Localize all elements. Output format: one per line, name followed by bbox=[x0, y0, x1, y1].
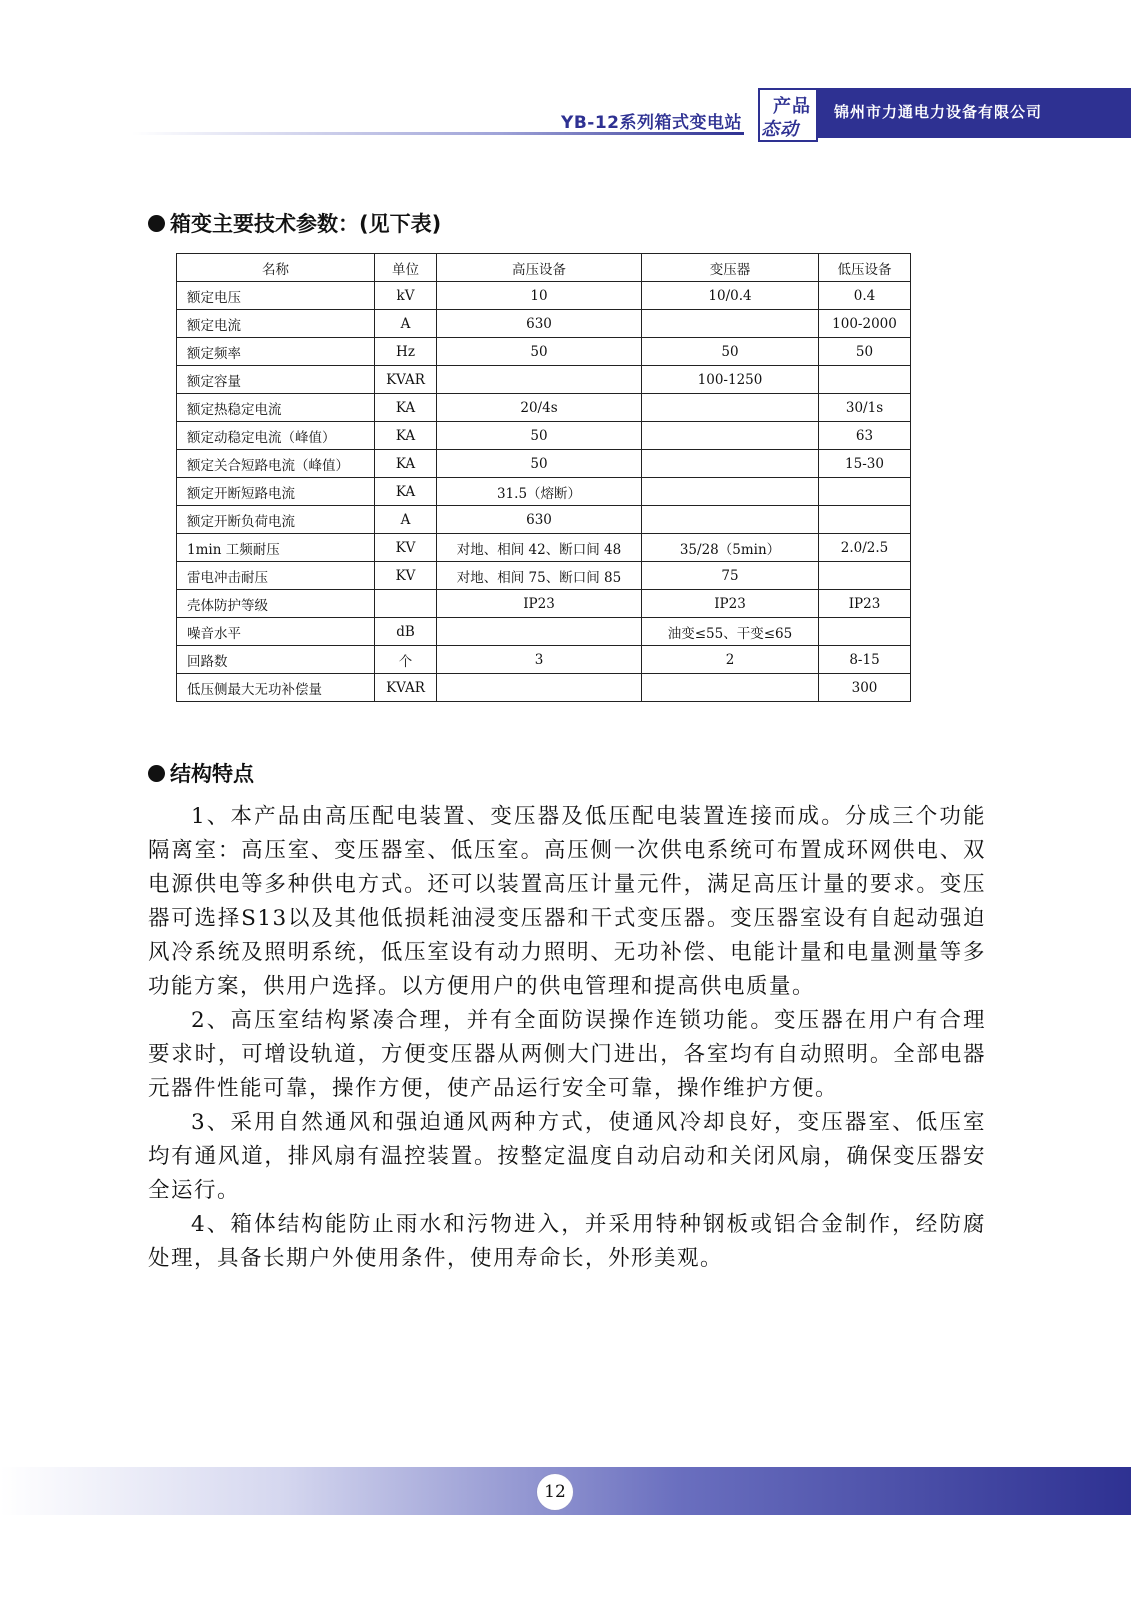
table-cell: 8-15 bbox=[819, 646, 911, 674]
table-cell: 油变≤55、干变≤65 bbox=[642, 618, 819, 646]
table-cell bbox=[642, 310, 819, 338]
table-cell: 35/28（5min） bbox=[642, 534, 819, 562]
table-cell bbox=[819, 366, 911, 394]
parameter-name-cell: 壳体防护等级 bbox=[177, 590, 375, 618]
section-title-text: 箱变主要技术参数：(见下表) bbox=[170, 212, 442, 236]
table-cell bbox=[437, 366, 642, 394]
table-row bbox=[177, 534, 911, 562]
badge-bottom-text: 态动 bbox=[761, 119, 799, 140]
section-title-parameters bbox=[148, 208, 441, 238]
parameter-name-cell: 额定开断负荷电流 bbox=[177, 506, 375, 534]
table-cell: IP23 bbox=[437, 590, 642, 618]
table-cell: 15-30 bbox=[819, 450, 911, 478]
table-header-cell: 低压设备 bbox=[819, 254, 911, 282]
table-header-cell: 高压设备 bbox=[437, 254, 642, 282]
table-row bbox=[177, 478, 911, 506]
table-cell: A bbox=[375, 506, 437, 534]
table-cell: 50 bbox=[437, 450, 642, 478]
table-cell: KA bbox=[375, 478, 437, 506]
table-cell: 630 bbox=[437, 310, 642, 338]
table-cell: 对地、相间 42、断口间 48 bbox=[437, 534, 642, 562]
table-row bbox=[177, 590, 911, 618]
bullet-dot-icon bbox=[148, 215, 165, 232]
badge-top-text: 产品 bbox=[773, 96, 811, 117]
table-cell: 10/0.4 bbox=[642, 282, 819, 310]
parameter-name-cell: 噪音水平 bbox=[177, 618, 375, 646]
table-header-row bbox=[177, 254, 911, 282]
table-row bbox=[177, 646, 911, 674]
structure-features-body bbox=[148, 800, 986, 1276]
table-cell bbox=[819, 618, 911, 646]
table-cell: KV bbox=[375, 534, 437, 562]
table-row bbox=[177, 422, 911, 450]
table-header-cell: 名称 bbox=[177, 254, 375, 282]
table-cell bbox=[642, 394, 819, 422]
table-cell: IP23 bbox=[819, 590, 911, 618]
table-row bbox=[177, 562, 911, 590]
table-row bbox=[177, 310, 911, 338]
table-cell: 100-2000 bbox=[819, 310, 911, 338]
table-cell bbox=[375, 590, 437, 618]
table-row bbox=[177, 366, 911, 394]
table-cell: 3 bbox=[437, 646, 642, 674]
table-cell: 30/1s bbox=[819, 394, 911, 422]
table-cell: KV bbox=[375, 562, 437, 590]
table-row bbox=[177, 394, 911, 422]
parameter-name-cell: 回路数 bbox=[177, 646, 375, 674]
paragraph: 4、箱体结构能防止雨水和污物进入，并采用特种钢板或铝合金制作，经防腐处理，具备长期户外使用条件，使用寿命长，外形美观。 bbox=[148, 1212, 986, 1271]
table-header-cell: 变压器 bbox=[642, 254, 819, 282]
table-row bbox=[177, 618, 911, 646]
parameter-name-cell: 额定热稳定电流 bbox=[177, 394, 375, 422]
paragraph: 3、采用自然通风和强迫通风两种方式，使通风冷却良好，变压器室、低压室均有通风道，排风扇有温控装置。按整定温度自动启动和关闭风扇，确保变压器安全运行。 bbox=[148, 1110, 986, 1203]
table-cell: 630 bbox=[437, 506, 642, 534]
series-title: YB-12系列箱式变电站 bbox=[561, 113, 742, 133]
table-cell: 300 bbox=[819, 674, 911, 702]
table-cell: KA bbox=[375, 422, 437, 450]
table-cell bbox=[819, 478, 911, 506]
table-row bbox=[177, 450, 911, 478]
table-cell: 20/4s bbox=[437, 394, 642, 422]
parameter-name-cell: 额定频率 bbox=[177, 338, 375, 366]
table-header-cell: 单位 bbox=[375, 254, 437, 282]
table-cell bbox=[819, 562, 911, 590]
table-cell: 50 bbox=[819, 338, 911, 366]
table-row bbox=[177, 282, 911, 310]
product-badge bbox=[758, 88, 818, 142]
table-row bbox=[177, 338, 911, 366]
table-cell: IP23 bbox=[642, 590, 819, 618]
table-cell: 2 bbox=[642, 646, 819, 674]
table-row bbox=[177, 506, 911, 534]
table-cell: 50 bbox=[437, 338, 642, 366]
table-cell bbox=[642, 674, 819, 702]
section-title-text: 结构特点 bbox=[170, 762, 254, 786]
table-cell bbox=[642, 506, 819, 534]
table-cell: A bbox=[375, 310, 437, 338]
paragraph: 2、高压室结构紧凑合理，并有全面防误操作连锁功能。变压器在用户有合理要求时，可增设轨道，方便变压器从两侧大门进出，各室均有自动照明。全部电器元器件性能可靠，操作方便，使产品运行安全可靠，操作维护方便。 bbox=[148, 1008, 986, 1101]
parameter-name-cell: 1min 工频耐压 bbox=[177, 534, 375, 562]
table-cell: 对地、相间 75、断口间 85 bbox=[437, 562, 642, 590]
table-cell: 63 bbox=[819, 422, 911, 450]
parameter-name-cell: 额定关合短路电流（峰值） bbox=[177, 450, 375, 478]
table-cell: 10 bbox=[437, 282, 642, 310]
table-cell bbox=[642, 450, 819, 478]
table-cell: kV bbox=[375, 282, 437, 310]
table-cell bbox=[642, 422, 819, 450]
bullet-dot-icon bbox=[148, 765, 165, 782]
table-cell: Hz bbox=[375, 338, 437, 366]
table-cell: KVAR bbox=[375, 366, 437, 394]
parameter-name-cell: 额定电流 bbox=[177, 310, 375, 338]
parameter-name-cell: 额定电压 bbox=[177, 282, 375, 310]
table-cell bbox=[437, 618, 642, 646]
table-cell: 个 bbox=[375, 646, 437, 674]
table-cell: KVAR bbox=[375, 674, 437, 702]
company-name: 锦州市力通电力设备有限公司 bbox=[834, 103, 1043, 121]
parameter-name-cell: 低压侧最大无功补偿量 bbox=[177, 674, 375, 702]
table-cell: 50 bbox=[642, 338, 819, 366]
parameter-name-cell: 雷电冲击耐压 bbox=[177, 562, 375, 590]
section-title-structure bbox=[148, 758, 254, 788]
table-cell: 75 bbox=[642, 562, 819, 590]
table-cell: dB bbox=[375, 618, 437, 646]
table-cell: KA bbox=[375, 394, 437, 422]
table-body bbox=[177, 282, 911, 702]
table-cell: KA bbox=[375, 450, 437, 478]
table-cell: 0.4 bbox=[819, 282, 911, 310]
page-number: 12 bbox=[536, 1473, 574, 1511]
parameters-table bbox=[176, 253, 911, 702]
table-cell bbox=[437, 674, 642, 702]
table-row bbox=[177, 674, 911, 702]
table-cell bbox=[642, 478, 819, 506]
parameter-name-cell: 额定动稳定电流（峰值） bbox=[177, 422, 375, 450]
table-cell: 31.5（熔断） bbox=[437, 478, 642, 506]
paragraph: 1、本产品由高压配电装置、变压器及低压配电装置连接而成。分成三个功能隔离室：高压室、变压器室、低压室。高压侧一次供电系统可布置成环网供电、双电源供电等多种供电方式。还可以装置高压计量元件，满足高压计量的要求。变压器可选择S13以及其他低损耗油浸变压器和干式变压器。变压器室设有自起动强迫风冷系统及照明系统，低压室设有动力照明、无功补偿、电能计量和电量测量等多功能方案，供用户选择。以方便用户的供电管理和提高供电质量。 bbox=[148, 804, 986, 999]
table-cell: 2.0/2.5 bbox=[819, 534, 911, 562]
table-cell: 100-1250 bbox=[642, 366, 819, 394]
table-cell: 50 bbox=[437, 422, 642, 450]
parameter-name-cell: 额定开断短路电流 bbox=[177, 478, 375, 506]
parameter-name-cell: 额定容量 bbox=[177, 366, 375, 394]
table-cell bbox=[819, 506, 911, 534]
